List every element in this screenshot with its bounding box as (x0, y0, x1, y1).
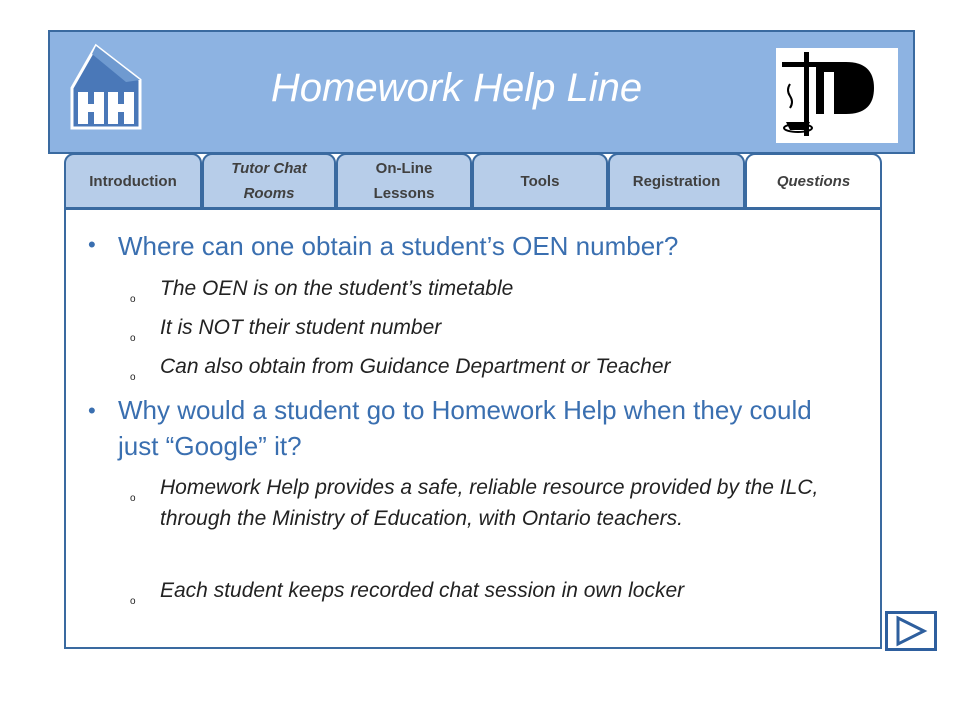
tab-registration[interactable]: Registration (608, 153, 745, 209)
tab-tutor-chat-rooms[interactable]: Tutor Chat Rooms (202, 153, 336, 209)
question-1: Where can one obtain a student’s OEN number? (118, 231, 679, 261)
cross-cup-logo-icon (776, 48, 898, 143)
question-2: Why would a student go to Homework Help when they could just “Google” it? (118, 395, 812, 461)
school-board-logo (776, 48, 898, 143)
bullet-icon: • (88, 232, 96, 257)
tab-questions[interactable]: Questions (745, 153, 882, 209)
sub-bullet-icon: o (130, 596, 136, 607)
page-title: Homework Help Line (270, 66, 643, 110)
sub-bullet-icon: o (130, 493, 136, 504)
sub-bullet-icon: o (130, 333, 136, 344)
bullet-icon: • (88, 398, 96, 423)
answer-2-1: Homework Help provides a safe, reliable resource provided by the ILC, through the Ministry of Education, with Ontario teachers. (160, 476, 819, 530)
answer-1-2: It is NOT their student number (160, 316, 442, 339)
next-button[interactable] (885, 611, 937, 651)
sub-bullet-icon: o (130, 372, 136, 383)
tab-on-line-lessons[interactable]: On-Line Lessons (336, 153, 472, 209)
tab-tools[interactable]: Tools (472, 153, 608, 209)
sub-bullet-icon: o (130, 294, 136, 305)
home-logo-icon[interactable] (66, 40, 146, 132)
play-triangle-icon (888, 614, 934, 648)
answer-2-2: Each student keeps recorded chat session in own locker (160, 579, 685, 602)
answer-1-3: Can also obtain from Guidance Department or Teacher (160, 355, 671, 378)
tab-introduction[interactable]: Introduction (64, 153, 202, 209)
answer-1-1: The OEN is on the student’s timetable (160, 277, 514, 300)
